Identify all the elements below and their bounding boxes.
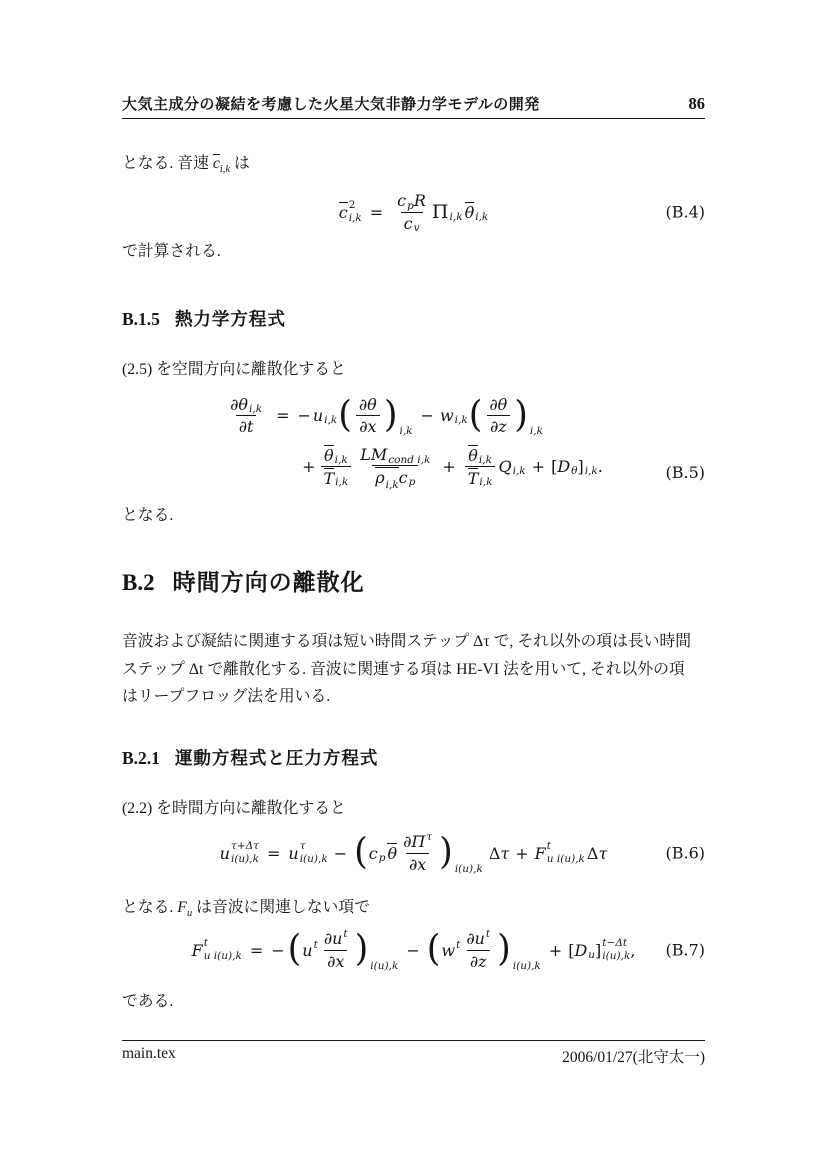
plus-sign: + bbox=[302, 456, 316, 476]
var-tau: τ bbox=[500, 843, 510, 863]
superscript: τ bbox=[426, 830, 433, 843]
var-u: u bbox=[302, 940, 313, 960]
supsub-stack bbox=[300, 840, 328, 866]
superscript: t bbox=[546, 839, 552, 852]
var-rhobar bbox=[375, 467, 399, 492]
frac-cpR-cv bbox=[394, 190, 429, 233]
partial-u: ∂u bbox=[466, 929, 485, 949]
supsub-stack bbox=[204, 937, 242, 963]
superscript: t bbox=[485, 927, 491, 940]
close-bracket: ] bbox=[577, 456, 584, 476]
line-lead-b5: (2.5) を空間方向に離散化すると bbox=[122, 361, 346, 378]
line-after-b6 bbox=[122, 894, 705, 919]
paren-subscript: i(u),k bbox=[512, 960, 541, 972]
running-title: 大気主成分の凝結を考慮した火星大気非静力学モデルの開発 bbox=[122, 96, 540, 113]
partial-theta: ∂θ bbox=[358, 394, 377, 414]
var-D: D bbox=[557, 456, 571, 476]
var-u: u bbox=[288, 843, 299, 863]
subscript: i,k bbox=[479, 476, 493, 489]
var-D: D bbox=[574, 940, 588, 960]
subscript: u i(u),k bbox=[546, 853, 585, 865]
var-cbar: c bbox=[212, 155, 220, 172]
subscript: i,k bbox=[454, 414, 468, 427]
line-lead-b6: (2.2) を時間方向に離散化すると bbox=[122, 800, 346, 817]
denominator bbox=[372, 465, 418, 492]
subscript: i,k bbox=[512, 465, 526, 478]
partial-z: ∂z bbox=[487, 415, 510, 437]
paragraph-time-discretization bbox=[122, 628, 705, 711]
subscript: i,k bbox=[478, 453, 492, 466]
open-bracket: [ bbox=[551, 456, 558, 476]
partial-Pi: ∂Π bbox=[403, 832, 426, 852]
subscript: i,k bbox=[324, 414, 338, 427]
var-c: c bbox=[397, 191, 407, 211]
plus-sign: + bbox=[531, 456, 546, 476]
minus-sign: − bbox=[333, 843, 348, 863]
eq-b5-line2 bbox=[302, 444, 603, 492]
open-bracket: [ bbox=[568, 940, 575, 960]
close-paren: ) bbox=[514, 393, 528, 436]
paren-subscript: i(u),k bbox=[370, 960, 399, 972]
superscript: t bbox=[343, 927, 348, 940]
bracket-subscript: i,k bbox=[584, 465, 598, 478]
equals-sign: = bbox=[266, 843, 281, 863]
subscript: i,k bbox=[334, 453, 348, 466]
numerator bbox=[357, 444, 433, 465]
var-F: F bbox=[534, 843, 546, 863]
section-b21-heading bbox=[122, 745, 705, 770]
denominator bbox=[401, 212, 423, 234]
close-paren: ) bbox=[383, 393, 398, 436]
var-c: c bbox=[398, 467, 408, 487]
subscript: i,k bbox=[249, 403, 263, 416]
eq-number: (B.5) bbox=[665, 463, 705, 482]
numerator bbox=[463, 928, 493, 949]
frac-dtheta-dx bbox=[356, 394, 380, 437]
section-title: 時間方向の離散化 bbox=[172, 569, 365, 595]
exponent: 2 bbox=[348, 198, 356, 211]
period: . bbox=[597, 456, 603, 476]
equals-sign: = bbox=[249, 940, 264, 960]
var-F: F bbox=[191, 940, 203, 960]
var-thetabar: θ bbox=[464, 203, 475, 223]
text-post: は bbox=[230, 155, 250, 172]
frac-thetabar-Tbar bbox=[321, 444, 352, 488]
frac-dtheta-dt bbox=[227, 394, 265, 437]
comma: , bbox=[630, 940, 636, 960]
superscript: t bbox=[203, 936, 208, 949]
section-b15-heading bbox=[122, 306, 705, 331]
subscript: i,k bbox=[385, 479, 399, 492]
frac-dut-dz bbox=[463, 928, 493, 971]
subscript: p bbox=[407, 199, 414, 212]
subscript: p bbox=[378, 852, 386, 864]
minus-sign: − bbox=[297, 405, 311, 425]
superscript: τ bbox=[299, 839, 306, 852]
section-b2-heading bbox=[122, 564, 705, 597]
numerator bbox=[227, 394, 265, 415]
var-L: L bbox=[360, 445, 371, 465]
plus-sign: + bbox=[548, 940, 563, 960]
supsub-stack bbox=[547, 840, 585, 866]
equation-b6 bbox=[122, 824, 705, 882]
line-computed: で計算される. bbox=[122, 243, 221, 260]
numerator bbox=[400, 831, 435, 852]
subscript: i(u),k bbox=[602, 950, 631, 962]
denominator bbox=[465, 466, 496, 489]
subscript: i,k bbox=[449, 211, 463, 223]
subscript: i(u),k bbox=[230, 853, 259, 865]
subscript: v bbox=[413, 221, 420, 234]
partial-x: ∂x bbox=[324, 950, 347, 972]
eq-number: (B.6) bbox=[665, 843, 705, 863]
open-paren: ( bbox=[338, 393, 352, 436]
paragraph-line: はリープフロッグ法を用いる. bbox=[122, 688, 331, 705]
equation-b5 bbox=[122, 388, 705, 494]
section-title: 熱力学方程式 bbox=[174, 309, 286, 329]
supsub-stack bbox=[349, 199, 362, 225]
subscript: θ bbox=[571, 465, 578, 478]
eq-b5-line1 bbox=[224, 394, 545, 437]
close-paren: ) bbox=[439, 831, 453, 874]
close-paren: ) bbox=[497, 928, 511, 971]
section-label: B.1.5 bbox=[122, 309, 160, 329]
var-Tbar: T bbox=[467, 468, 479, 488]
equation-b7 bbox=[122, 918, 705, 982]
subscript-cond: cond i,k bbox=[388, 453, 431, 466]
supsub-stack bbox=[602, 937, 630, 963]
equals-sign: = bbox=[276, 405, 290, 425]
partial-t: ∂t bbox=[236, 415, 257, 437]
var-Tbar: T bbox=[323, 468, 335, 488]
minus-sign: − bbox=[406, 940, 420, 960]
var-w: w bbox=[441, 940, 456, 960]
subscript: u bbox=[186, 908, 193, 919]
subscript: u bbox=[588, 949, 596, 961]
plus-sign: + bbox=[515, 843, 529, 863]
numerator bbox=[394, 190, 429, 211]
subscript: u i(u),k bbox=[203, 950, 242, 962]
numerator bbox=[321, 444, 351, 466]
section-label: B.2 bbox=[122, 570, 155, 595]
partial-theta: ∂θ bbox=[489, 394, 508, 414]
footer-date-author: 2006/01/27(北守太一) bbox=[562, 1049, 705, 1066]
var-M: M bbox=[370, 445, 388, 465]
eq-number: (B.7) bbox=[665, 940, 705, 960]
minus-sign: − bbox=[420, 405, 434, 425]
section-label: B.2.1 bbox=[122, 748, 160, 768]
line-sound-speed bbox=[122, 150, 705, 175]
superscript: t−Δt bbox=[602, 936, 628, 949]
paren-subscript: i,k bbox=[399, 425, 413, 438]
delta: Δ bbox=[488, 843, 501, 863]
frac-dtheta-dz bbox=[486, 394, 510, 437]
partial-x: ∂x bbox=[406, 853, 429, 875]
delta: Δ bbox=[586, 843, 599, 863]
var-tau: τ bbox=[598, 843, 608, 863]
paragraph-line: 音波および凝結に関連する項は短い時間ステップ Δτ で, それ以外の項は長い時間 bbox=[122, 633, 692, 650]
eq-number: (B.4) bbox=[665, 202, 705, 222]
open-paren: ( bbox=[354, 831, 368, 874]
paren-subscript: i(u),k bbox=[454, 863, 483, 875]
paragraph-line: ステップ Δt で離散化する. 音波に関連する項は HE-VI 法を用いて, それ以外の項 bbox=[122, 660, 685, 678]
superscript: t bbox=[313, 939, 318, 951]
page-header bbox=[122, 93, 705, 119]
superscript: t bbox=[456, 939, 461, 951]
close-bracket: ] bbox=[595, 940, 602, 960]
superscript: τ+Δτ bbox=[230, 839, 259, 852]
eq-b4-body bbox=[339, 190, 489, 233]
subscript: p bbox=[408, 475, 416, 488]
var-c: c bbox=[403, 213, 413, 233]
section-title: 運動方程式と圧力方程式 bbox=[174, 748, 379, 768]
partial-z: ∂z bbox=[467, 950, 490, 972]
var-u: u bbox=[312, 405, 324, 425]
frac-thetabar-Tbar bbox=[465, 444, 496, 488]
frac-LM-rhocp bbox=[357, 444, 433, 492]
eq-b7-body bbox=[192, 928, 636, 971]
partial-x: ∂x bbox=[356, 415, 379, 437]
close-paren: ) bbox=[354, 928, 369, 971]
subscript: i,k bbox=[335, 476, 349, 489]
var-thetabar: θ bbox=[468, 446, 478, 466]
var-u: u bbox=[219, 843, 230, 863]
subscript: i,k bbox=[475, 211, 489, 223]
paren-subscript: i,k bbox=[529, 425, 543, 438]
text-pre: となる. 音速 bbox=[122, 155, 213, 172]
denominator bbox=[321, 466, 352, 489]
eq-b6-body bbox=[220, 831, 608, 874]
var-F: F bbox=[177, 899, 187, 916]
line-after-b5: となる. bbox=[122, 507, 174, 524]
equation-b4 bbox=[122, 186, 705, 238]
equals-sign: = bbox=[369, 202, 384, 222]
eq-b5-lines bbox=[224, 393, 603, 492]
open-paren: ( bbox=[468, 393, 483, 436]
subscript: i,k bbox=[348, 212, 362, 224]
partial-u: ∂u bbox=[323, 929, 343, 949]
partial-theta: ∂θ bbox=[230, 394, 248, 414]
var-rho: ρ bbox=[375, 468, 385, 488]
numerator bbox=[465, 444, 495, 466]
line-after-b7: である. bbox=[122, 993, 174, 1010]
var-thetabar: θ bbox=[387, 844, 398, 864]
plus-sign: + bbox=[442, 456, 456, 476]
frac-dut-dx bbox=[321, 928, 351, 971]
page-footer bbox=[122, 1040, 705, 1067]
var-w: w bbox=[439, 405, 454, 425]
frac-dPi-dx bbox=[400, 831, 435, 874]
open-paren: ( bbox=[287, 928, 302, 971]
text-pre: となる. bbox=[122, 899, 178, 916]
minus-sign: − bbox=[271, 940, 285, 960]
subscript: i(u),k bbox=[299, 853, 328, 865]
var-c: c bbox=[368, 843, 378, 863]
var-R: R bbox=[413, 191, 426, 211]
exner-pi: Π bbox=[431, 201, 449, 223]
text-post: は音波に関連しない項で bbox=[192, 899, 370, 916]
var-cbar: c bbox=[338, 203, 348, 223]
footer-filename: main.tex bbox=[122, 1045, 176, 1062]
numerator bbox=[321, 928, 351, 949]
open-paren: ( bbox=[426, 928, 441, 971]
var-Q: Q bbox=[498, 456, 512, 476]
var-thetabar: θ bbox=[324, 446, 334, 466]
page-number: 86 bbox=[688, 94, 705, 113]
var-cbar-sub: i,k bbox=[219, 164, 231, 175]
supsub-stack bbox=[231, 840, 259, 866]
